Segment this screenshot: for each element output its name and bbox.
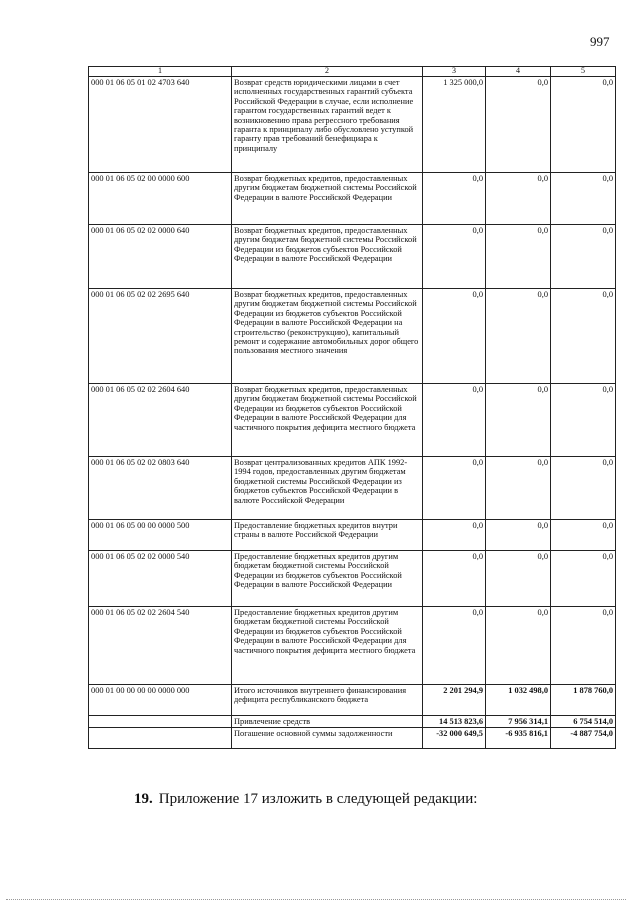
code-cell [89,715,232,727]
name-cell: Итого источников внутреннего финансирования дефицита республиканского бюджета [232,684,423,715]
value-col4-cell: 1 032 498,0 [486,684,551,715]
name-cell: Возврат бюджетных кредитов, предоставленных другим бюджетам бюджетной системы Российской Федерации из бюджетов субъектов Российской Федерации в валюте Российской Федерации для частичного покрытия дефицита местного бюджета [232,383,423,456]
column-header-4: 4 [486,67,551,77]
table-header-row [89,67,616,77]
table-row [89,728,616,749]
column-header-5: 5 [551,67,616,77]
value-col5-cell: 0,0 [551,550,616,606]
value-col4-cell: 0,0 [486,172,551,224]
code-cell: 000 01 06 05 02 02 2604 640 [89,383,232,456]
page-bottom-divider [6,899,626,900]
table-row [89,456,616,519]
value-col4-cell: 0,0 [486,288,551,383]
value-col3-cell: 0,0 [423,383,486,456]
value-col5-cell: 0,0 [551,519,616,550]
value-col3-cell: 2 201 294,9 [423,684,486,715]
value-col3-cell: 0,0 [423,606,486,684]
budget-sources-table [88,66,616,749]
column-header-3: 3 [423,67,486,77]
amendment-text: Приложение 17 изложить в следующей редакции: [158,791,478,807]
value-col4-cell: 0,0 [486,76,551,172]
value-col4-cell: 0,0 [486,550,551,606]
value-col3-cell: 0,0 [423,456,486,519]
value-col3-cell: 14 513 823,6 [423,715,486,727]
table-row [89,288,616,383]
value-col3-cell: 0,0 [423,172,486,224]
name-cell: Возврат бюджетных кредитов, предоставленных другим бюджетам бюджетной системы Российской Федерации из бюджетов субъектов Российской Федерации в валюте Российской Федерации на строительство (реконструкцию), капитальный ремонт и содержание автомобильных дорог общего пользования местного значения [232,288,423,383]
name-cell: Привлечение средств [232,715,423,727]
code-cell: 000 01 06 05 02 02 2604 540 [89,606,232,684]
value-col5-cell: 0,0 [551,288,616,383]
table-row [89,172,616,224]
table-row [89,606,616,684]
code-cell: 000 01 00 00 00 00 0000 000 [89,684,232,715]
value-col4-cell: 0,0 [486,456,551,519]
value-col5-cell: 0,0 [551,224,616,288]
name-cell: Возврат бюджетных кредитов, предоставленных другим бюджетам бюджетной системы Российской Федерации из бюджетов субъектов Российской Федерации в валюте Российской Федерации [232,224,423,288]
value-col5-cell: -4 887 754,0 [551,728,616,749]
name-cell: Возврат бюджетных кредитов, предоставленных другим бюджетам бюджетной системы Российской Федерации в валюте Российской Федерации [232,172,423,224]
name-cell: Предоставление бюджетных кредитов внутри страны в валюте Российской Федерации [232,519,423,550]
amendment-paragraph [134,791,477,808]
table-row [89,519,616,550]
value-col3-cell: 0,0 [423,519,486,550]
value-col3-cell: 1 325 000,0 [423,76,486,172]
value-col5-cell: 0,0 [551,76,616,172]
code-cell: 000 01 06 05 02 02 2695 640 [89,288,232,383]
code-cell: 000 01 06 05 02 00 0000 600 [89,172,232,224]
value-col5-cell: 0,0 [551,383,616,456]
table-row [89,76,616,172]
column-header-1: 1 [89,67,232,77]
value-col3-cell: 0,0 [423,224,486,288]
item-number: 19. [134,791,153,807]
value-col4-cell: -6 935 816,1 [486,728,551,749]
value-col3-cell: 0,0 [423,550,486,606]
column-header-2: 2 [232,67,423,77]
name-cell: Погашение основной суммы задолженности [232,728,423,749]
code-cell: 000 01 06 05 02 02 0000 540 [89,550,232,606]
table-row [89,224,616,288]
value-col4-cell: 0,0 [486,606,551,684]
code-cell: 000 01 06 05 01 02 4703 640 [89,76,232,172]
code-cell: 000 01 06 05 00 00 0000 500 [89,519,232,550]
page-number: 997 [590,34,610,49]
value-col4-cell: 0,0 [486,383,551,456]
value-col3-cell: -32 000 649,5 [423,728,486,749]
value-col5-cell: 0,0 [551,456,616,519]
value-col4-cell: 0,0 [486,519,551,550]
value-col3-cell: 0,0 [423,288,486,383]
name-cell: Предоставление бюджетных кредитов другим бюджетам бюджетной системы Российской Федерации из бюджетов субъектов Российской Федерации в валюте Российской Федерации для частичного покрытия дефицита местного бюджета [232,606,423,684]
table-row [89,715,616,727]
code-cell: 000 01 06 05 02 02 0803 640 [89,456,232,519]
table-row [89,383,616,456]
value-col4-cell: 0,0 [486,224,551,288]
name-cell: Возврат средств юридическими лицами в счет исполненных государственных гарантий субъекта Российской Федерации в случае, если исполнение гарантом государственных гарантий ведет к возникновению права регрессного требования гаранта к принципалу либо обусловлено уступкой гаранту прав требований бенефициара к принципалу [232,76,423,172]
name-cell: Предоставление бюджетных кредитов другим бюджетам бюджетной системы Российской Федерации из бюджетов субъектов Российской Федерации в валюте Российской Федерации [232,550,423,606]
table-row [89,684,616,715]
value-col4-cell: 7 956 314,1 [486,715,551,727]
table-row [89,550,616,606]
name-cell: Возврат централизованных кредитов АПК 1992-1994 годов, предоставленных другим бюджетам бюджетной системы Российской Федерации из бюджетов субъектов Российской Федерации в валюте Российской Федерации [232,456,423,519]
value-col5-cell: 6 754 514,0 [551,715,616,727]
code-cell: 000 01 06 05 02 02 0000 640 [89,224,232,288]
code-cell [89,728,232,749]
value-col5-cell: 1 878 760,0 [551,684,616,715]
value-col5-cell: 0,0 [551,606,616,684]
value-col5-cell: 0,0 [551,172,616,224]
